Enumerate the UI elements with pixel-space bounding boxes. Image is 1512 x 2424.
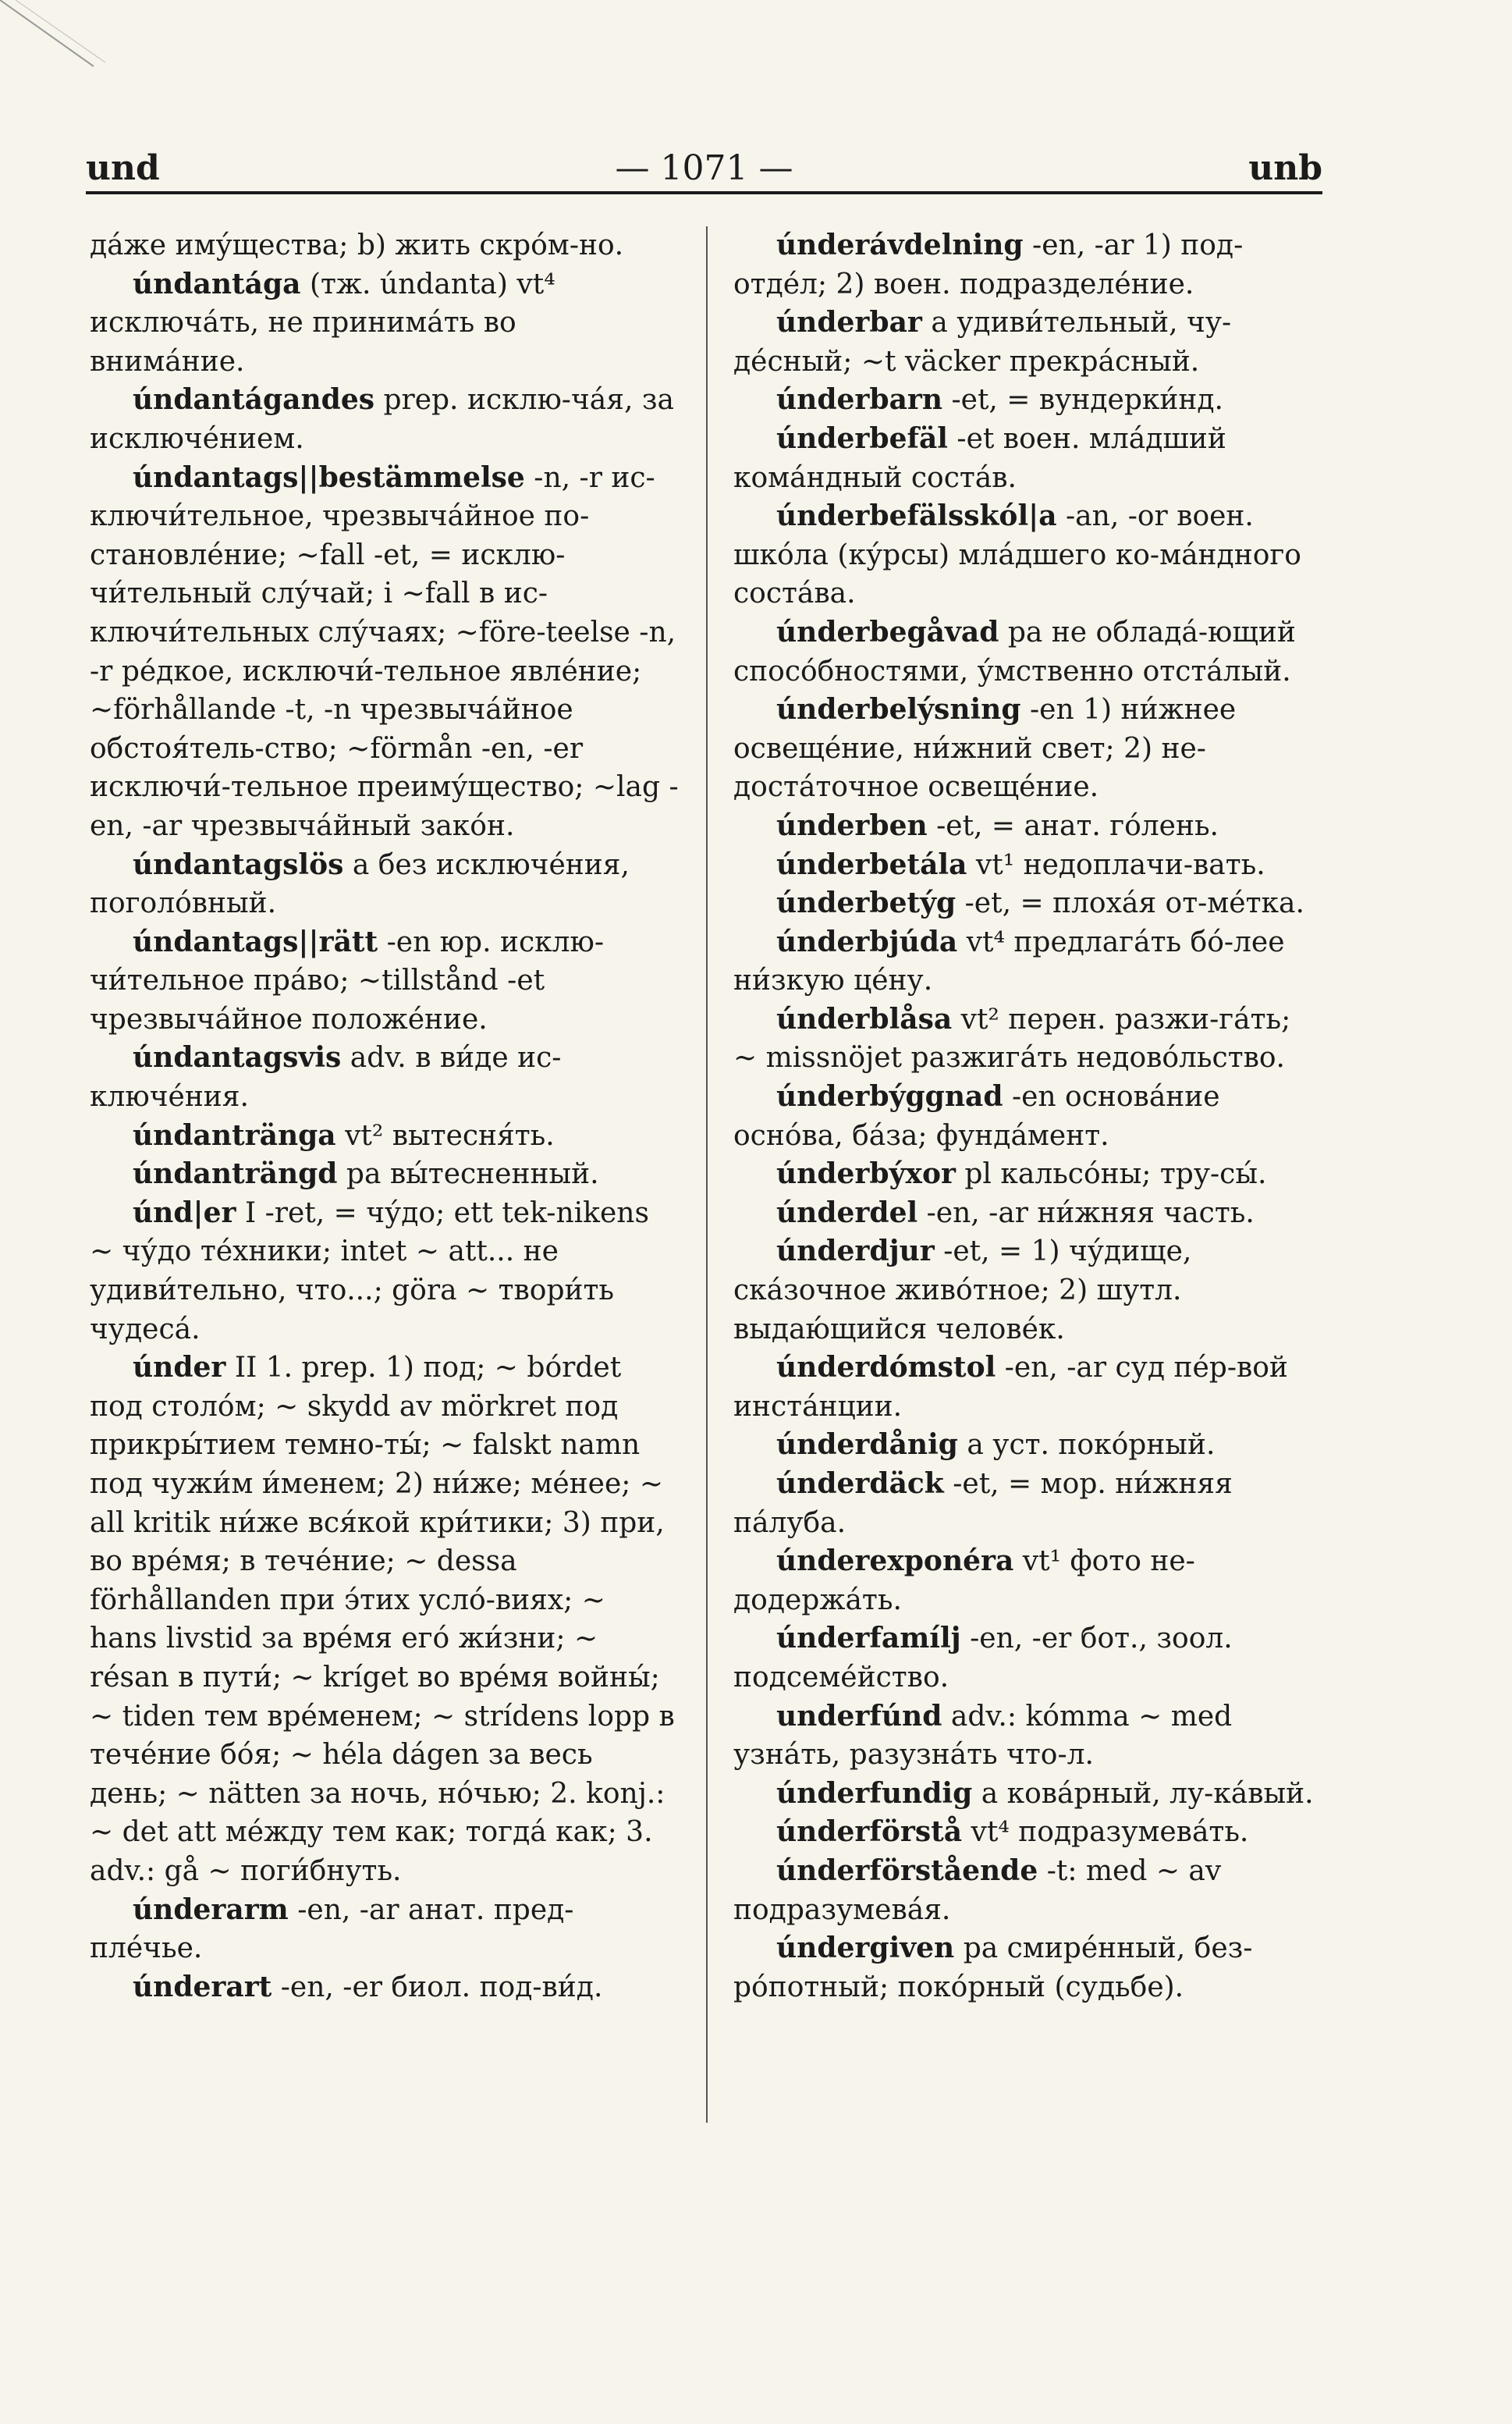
dictionary-entry bbox=[733, 1929, 1322, 2006]
entry-definition: (тж. úndanta) vt⁴ исключа́ть, не принима́ть во внима́ние. bbox=[90, 268, 555, 378]
dictionary-entry bbox=[90, 226, 679, 265]
dictionary-entry bbox=[733, 304, 1322, 381]
dictionary-entry bbox=[90, 1155, 679, 1194]
entry-definition: II 1. prep. 1) под; ~ bórdet под столо́м; ~ skydd av mörkret под прикры́тием темно-ты́; ~ falskt namn под чужи́м и́менем; 2) ни́же; ме́нее; ~ all kritik ни́же вся́кой кри́тики; 3) при, во вре́мя; в тече́ние; ~ dessa förhållanden при э́тих усло́-виях; ~ hans livstid за вре́мя его́ жи́зни; ~ résan в пути́; ~ kríget во вре́мя войны́; ~ tiden тем вре́менем; ~ strídens lopp в тече́ние бо́я; ~ héla dágen за весь день; ~ nätten за ночь, но́чью; 2. konj.: ~ det att ме́жду тем как; тогда́ как; 3. adv.: gå ~ поги́бнуть. bbox=[90, 1352, 675, 1887]
entry-headword: únder bbox=[133, 1351, 226, 1384]
dictionary-entry bbox=[733, 613, 1322, 691]
dictionary-entry bbox=[90, 1194, 679, 1349]
entry-headword: úndantränga bbox=[133, 1118, 336, 1152]
dictionary-entry bbox=[733, 497, 1322, 613]
entry-definition: pa смире́нный, без-ро́потный; поко́рный (судьбе). bbox=[733, 1932, 1253, 2003]
entry-headword: únderbefälsskól|a bbox=[776, 499, 1057, 533]
entry-headword: únderfundig bbox=[776, 1776, 973, 1810]
dictionary-entry bbox=[90, 923, 679, 1040]
entry-headword: únderbarn bbox=[776, 383, 943, 417]
dictionary-entry bbox=[733, 381, 1322, 420]
entry-headword: únderblåsa bbox=[776, 1002, 953, 1036]
column-divider bbox=[706, 226, 708, 2123]
left-column bbox=[90, 226, 679, 2006]
entry-definition: -et, = анат. го́лень. bbox=[936, 809, 1219, 842]
dictionary-entry bbox=[733, 1001, 1322, 1078]
entry-definition: -en основа́ние осно́ва, ба́за; фунда́мент. bbox=[733, 1081, 1220, 1152]
entry-headword: únderexponéra bbox=[776, 1544, 1014, 1578]
dictionary-entry bbox=[733, 884, 1322, 923]
entry-definition: adv. в ви́де ис-ключе́ния. bbox=[90, 1042, 562, 1114]
entry-definition: -en, -ar ни́жняя часть. bbox=[926, 1196, 1255, 1229]
entry-headword: únderdómstol bbox=[776, 1351, 996, 1384]
entry-definition: a уст. поко́рный. bbox=[967, 1429, 1216, 1462]
dictionary-entry bbox=[90, 1891, 679, 1968]
dictionary-entry bbox=[733, 1194, 1322, 1233]
entry-definition: pa вы́тесненный. bbox=[346, 1158, 599, 1191]
entry-definition: -en юр. исклю-чи́тельное пра́во; ~tillstånd -et чрезвыча́йное положе́ние. bbox=[90, 926, 605, 1036]
entry-definition: vt² перен. разжи-га́ть; ~ missnöjet разжига́ть недово́льство. bbox=[733, 1003, 1291, 1075]
entry-definition: -en, -er биол. под-ви́д. bbox=[280, 1971, 603, 2003]
entry-definition: -en 1) ни́жнее освеще́ние, ни́жний свет; 2) не-доста́точное освеще́ние. bbox=[733, 694, 1237, 804]
entry-definition: -an, -or воен. шко́ла (ку́рсы) мла́дшего ко-ма́ндного соста́ва. bbox=[733, 500, 1301, 610]
dictionary-entry bbox=[90, 846, 679, 923]
dictionary-entry bbox=[733, 1349, 1322, 1426]
entry-definition: -et, = мор. ни́жняя па́луба. bbox=[733, 1468, 1233, 1539]
entry-headword: únderförstående bbox=[776, 1854, 1038, 1887]
entry-headword: únderbetýg bbox=[776, 887, 957, 920]
entry-headword: úndantágandes bbox=[133, 383, 374, 417]
entry-definition: a удиви́тельный, чу-де́сный; ~t väcker прекра́сный. bbox=[733, 307, 1232, 378]
entry-headword: únderbefäl bbox=[776, 421, 948, 455]
entry-headword: úndanträngd bbox=[133, 1157, 338, 1191]
dictionary-entry bbox=[90, 1039, 679, 1116]
dictionary-entry bbox=[733, 1852, 1322, 1929]
entry-definition: -en, -ar 1) под-отде́л; 2) воен. подразделе́ние. bbox=[733, 229, 1244, 300]
entry-definition: -et воен. мла́дший кома́ндный соста́в. bbox=[733, 422, 1226, 494]
entry-definition: vt⁴ подразумева́ть. bbox=[971, 1816, 1249, 1849]
entry-headword: únderdjur bbox=[776, 1235, 935, 1268]
dictionary-entry bbox=[733, 1232, 1322, 1349]
page-number: — 1071 — bbox=[615, 148, 793, 188]
dictionary-entry bbox=[733, 1078, 1322, 1155]
entry-definition: a без исключе́ния, поголо́вный. bbox=[90, 848, 630, 920]
dictionary-entry bbox=[733, 1542, 1322, 1619]
dictionary-entry bbox=[733, 226, 1322, 304]
entry-headword: únderdånig bbox=[776, 1428, 958, 1462]
entry-headword: únderdel bbox=[776, 1196, 918, 1229]
entry-definition: a кова́рный, лу-ка́вый. bbox=[981, 1777, 1314, 1810]
dictionary-entry bbox=[733, 1813, 1322, 1852]
entry-definition: prep. исклю-ча́я, за исключе́нием. bbox=[90, 384, 674, 455]
entry-definition: -en, -ar суд пе́р-вой инста́нции. bbox=[733, 1352, 1288, 1423]
dictionary-entry bbox=[733, 1697, 1322, 1775]
scan-corner-fold bbox=[0, 0, 109, 70]
entry-definition: -et, = вундерки́нд. bbox=[951, 384, 1223, 417]
entry-definition: I -ret, = чу́до; ett tek-nikens ~ чу́до те́хники; intet ~ att... не удиви́тельно, что...; göra ~ твори́ть чудеса́. bbox=[90, 1196, 649, 1345]
dictionary-entry bbox=[90, 265, 679, 382]
entry-headword: úndantags||bestämmelse bbox=[133, 460, 525, 494]
entry-definition: -et, = 1) чу́дище, ска́зочное живо́тное; 2) шутл. выдаю́щийся челове́к. bbox=[733, 1235, 1192, 1345]
entry-definition: -t: med ~ av подразумева́я. bbox=[733, 1854, 1222, 1926]
dictionary-entry bbox=[733, 1775, 1322, 1814]
dictionary-entry bbox=[733, 1155, 1322, 1194]
dictionary-entry bbox=[733, 1619, 1322, 1697]
header-rule bbox=[86, 191, 1322, 194]
entry-headword: úndantagsvis bbox=[133, 1041, 342, 1075]
dictionary-entry bbox=[90, 459, 679, 846]
entry-definition: vt⁴ предлага́ть бо́-лее ни́зкую це́ну. bbox=[733, 926, 1285, 997]
entry-headword: únderfamílj bbox=[776, 1622, 961, 1655]
entry-headword: únd|er bbox=[133, 1196, 236, 1229]
entry-definition: -en, -er бот., зоол. подсеме́йство. bbox=[733, 1623, 1233, 1694]
dictionary-entry bbox=[733, 846, 1322, 885]
dictionary-entry bbox=[733, 1426, 1322, 1465]
entry-headword: únderbýxor bbox=[776, 1157, 956, 1191]
entry-headword: únderarm bbox=[133, 1893, 289, 1926]
entry-definition: -n, -r ис-ключи́тельное, чрезвыча́йное по-становле́ние; ~fall -et, = исклю-чи́тельный слу́чай; i ~fall в ис-ключи́тельных слу́чаях; ~före-teelse -n, -r ре́дкое, исключи́-тельное явле́ние; ~förhållande -t, -n чрезвыча́йное обстоя́тель-ство; ~förmån -en, -er исключи́-тельное преиму́щество; ~lag -en, -ar чрезвыча́йный зако́н. bbox=[90, 461, 679, 842]
entry-headword: únderben bbox=[776, 809, 928, 842]
dictionary-entry bbox=[733, 691, 1322, 807]
entry-headword: únderávdelning bbox=[776, 229, 1024, 261]
entry-definition: adv.: kómma ~ med узна́ть, разузна́ть что-л. bbox=[733, 1700, 1233, 1772]
entry-headword: únderbegåvad bbox=[776, 615, 999, 649]
entry-definition: -et, = плоха́я от-ме́тка. bbox=[964, 887, 1304, 920]
entry-headword: únderbetála bbox=[776, 848, 967, 881]
entry-definition: -en, -ar анат. пред-пле́чье. bbox=[90, 1893, 574, 1965]
entry-definition: pa не облада́-ющий спосо́бностями, у́мственно отста́лый. bbox=[733, 616, 1296, 688]
entry-headword: úndantags||rätt bbox=[133, 925, 378, 958]
guide-word-left: und bbox=[86, 148, 160, 188]
entry-headword: únderbelýsning bbox=[776, 693, 1021, 727]
dictionary-entry bbox=[733, 923, 1322, 1001]
entry-headword: únderbjúda bbox=[776, 925, 958, 958]
entry-headword: únderbar bbox=[776, 306, 922, 339]
entry-headword: underfúnd bbox=[776, 1699, 942, 1733]
dictionary-entry bbox=[733, 1465, 1322, 1542]
dictionary-entry bbox=[90, 1117, 679, 1156]
right-column bbox=[733, 226, 1322, 2006]
dictionary-entry bbox=[90, 1968, 679, 2007]
entry-headword: únderart bbox=[133, 1970, 272, 2003]
entry-headword: úndantagslös bbox=[133, 848, 344, 881]
entry-definition: vt¹ фото не-додержа́ть. bbox=[733, 1545, 1195, 1616]
dictionary-entry bbox=[90, 1349, 679, 1890]
entry-definition: vt² вытесня́ть. bbox=[345, 1119, 555, 1152]
entry-headword: únderdäck bbox=[776, 1467, 944, 1500]
guide-word-right: unb bbox=[1248, 148, 1322, 188]
entry-headword: únderbýggnad bbox=[776, 1080, 1003, 1114]
entry-definition: pl кальсо́ны; тру-сы́. bbox=[964, 1158, 1267, 1191]
entry-headword: únderförstå bbox=[776, 1815, 963, 1849]
dictionary-entry bbox=[733, 420, 1322, 497]
entry-definition: да́же иму́щества; b) жить скро́м-но. bbox=[90, 229, 624, 261]
dictionary-entry bbox=[733, 807, 1322, 846]
entry-headword: úndergiven bbox=[776, 1932, 955, 1965]
dictionary-entry bbox=[90, 381, 679, 458]
entry-definition: vt¹ недоплачи-вать. bbox=[975, 848, 1265, 881]
entry-headword: úndantága bbox=[133, 267, 301, 300]
page-header bbox=[86, 137, 1322, 191]
